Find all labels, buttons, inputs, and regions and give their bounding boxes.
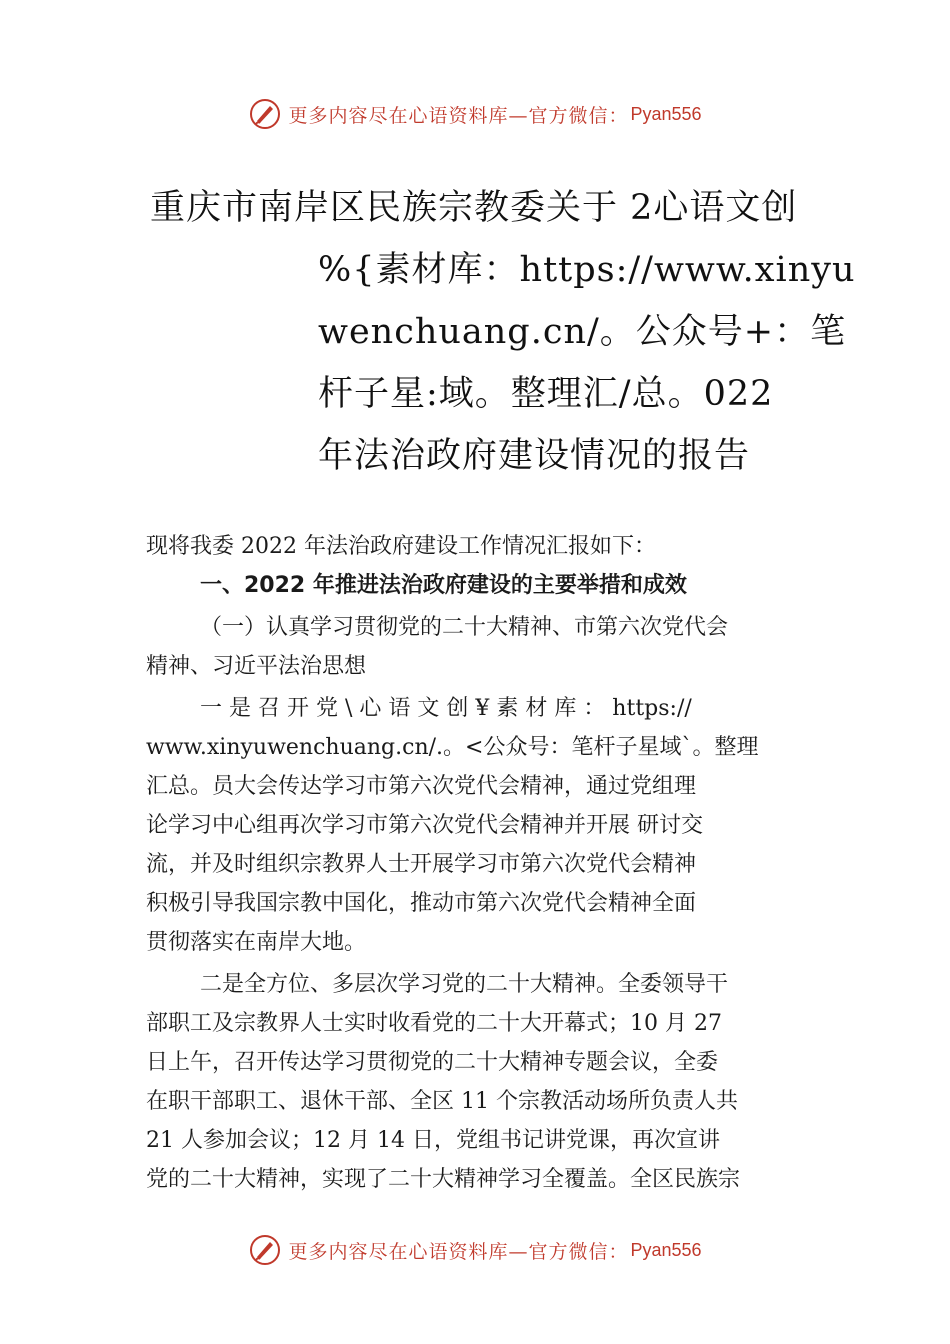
brush-logo-icon — [248, 1233, 282, 1267]
paragraph-line: www.xinyuwenchuang.cn/.。<公众号：笔杆子星域`。整理 — [146, 735, 759, 760]
paragraph-line: 党的二十大精神，实现了二十大精神学习全覆盖。全区民族宗 — [146, 1167, 741, 1192]
paragraph-line: 论学习中心组再次学习市第六次党代会精神并开展 研讨交 — [146, 813, 703, 838]
brush-logo-icon — [248, 97, 282, 131]
subheading-line: （一）认真学习贯彻党的二十大精神、市第六次党代会 — [200, 615, 729, 640]
title-line: 年法治政府建设情况的报告 — [318, 436, 751, 476]
paragraph-line: 21 人参加会议；12 月 14 日，党组书记讲党课，再次宣讲 — [146, 1128, 720, 1153]
title-line: 重庆市南岸区民族宗教委关于 2心语文创 — [150, 188, 798, 228]
intro-paragraph: 现将我委 2022 年法治政府建设工作情况汇报如下： — [146, 534, 656, 559]
paragraph-line: 汇总。员大会传达学习市第六次党代会精神，通过党组理 — [146, 774, 697, 799]
header-banner — [0, 92, 950, 136]
paragraph-line: 贯彻落实在南岸大地。 — [146, 930, 367, 955]
footer-banner — [0, 1228, 950, 1272]
title-line: %{素材库：https://www.xinyu — [318, 250, 856, 290]
paragraph-line: 日上午，召开传达学习贯彻党的二十大精神专题会议，全委 — [146, 1050, 719, 1075]
paragraph-line: 在职干部职工、退休干部、全区 11 个宗教活动场所负责人共 — [146, 1089, 738, 1114]
title-line: 杆子星:域。整理汇/总。022 — [318, 374, 774, 414]
banner-text: 更多内容尽在心语资料库—官方微信： — [288, 104, 629, 127]
banner-wechat-id: Pyan556 — [630, 103, 702, 124]
paragraph-line: 一 是 召 开 党 \ 心 语 文 创 ¥ 素 材 库 ： https:// — [200, 696, 692, 721]
banner-text: 更多内容尽在心语资料库—官方微信： — [288, 1240, 629, 1263]
paragraph-line: 部职工及宗教界人士实时收看党的二十大开幕式；10 月 27 — [146, 1011, 722, 1036]
paragraph-line: 积极引导我国宗教中国化，推动市第六次党代会精神全面 — [146, 891, 697, 916]
title-line: wenchuang.cn/。公众号+：笔 — [318, 312, 847, 352]
paragraph-line: 流，并及时组织宗教界人士开展学习市第六次党代会精神 — [146, 852, 697, 877]
banner-wechat-id: Pyan556 — [630, 1239, 702, 1260]
subheading-line: 精神、习近平法治思想 — [146, 654, 367, 679]
section-heading: 一、2022 年推进法治政府建设的主要举措和成效 — [200, 573, 687, 598]
paragraph-line: 二是全方位、多层次学习党的二十大精神。全委领导干 — [200, 972, 729, 997]
